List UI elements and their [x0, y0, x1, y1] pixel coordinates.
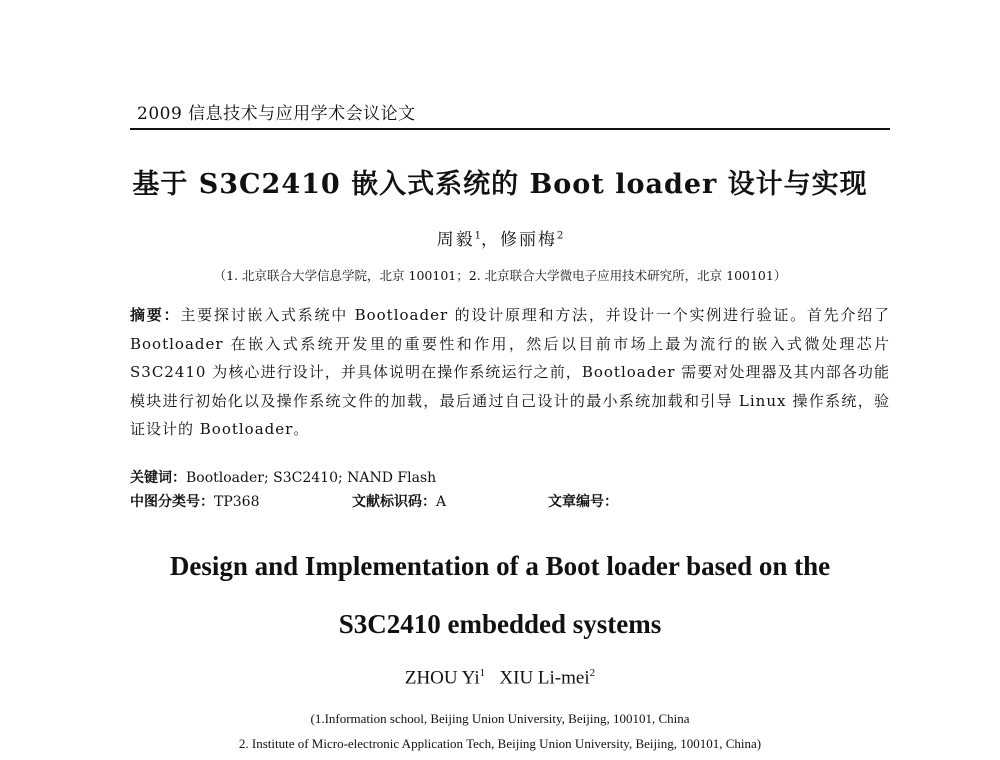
- abstract-text: 主要探讨嵌入式系统中 Bootloader 的设计原理和方法，并设计一个实例进行验证。首先介绍了 Bootloader 在嵌入式系统开发里的重要性和作用，然后以目前市场上最为流行的嵌入式微处理芯片 S3C2410 为核心进行设计，并具体说明在操作系统运行之前，Bootloader 需要对处理器及其内部各功能模块进行初始化以及操作系统文件的加载，最后通过自己设计的最小系统加载和引导 Linux 操作系统，验证设计的 Bootloader。: [130, 306, 890, 438]
- author-2-en: XIU Li-mei: [499, 667, 590, 689]
- article-number-label: 文章编号：: [548, 494, 618, 510]
- author-1-cn-sup: 1: [474, 230, 481, 242]
- author-2-en-sup: 2: [589, 667, 596, 679]
- english-affiliation-line-1: (1.Information school, Beijing Union University, Beijing, 100101, China: [310, 711, 690, 726]
- header-rule: [130, 128, 890, 130]
- author-separator: ，: [481, 230, 500, 250]
- clc-value: TP368: [214, 494, 260, 510]
- running-header: 2009 信息技术与应用学术会议论文: [137, 104, 416, 124]
- clc-label: 中图分类号：: [130, 494, 214, 510]
- author-2-cn: 修丽梅: [500, 230, 557, 250]
- chinese-affiliation: （1. 北京联合大学信息学院，北京 100101；2. 北京联合大学微电子应用技术研究所，北京 100101）: [213, 268, 787, 283]
- keywords-value: Bootloader; S3C2410; NAND Flash: [186, 470, 437, 486]
- english-affiliation-line-2: 2. Institute of Micro-electronic Application Tech, Beijing Union University, Beijing, 100101, China): [238, 736, 762, 751]
- english-authors: [0, 667, 1000, 689]
- document-code: [352, 491, 446, 511]
- chinese-abstract: [130, 301, 890, 444]
- doc-code-value: A: [436, 494, 447, 510]
- author-1-cn: 周毅: [436, 230, 475, 250]
- english-title-line-1: Design and Implementation of a Boot loader based on the: [169, 551, 831, 581]
- article-number: [548, 491, 618, 511]
- english-title-line-2: S3C2410 embedded systems: [338, 609, 662, 639]
- keywords-label: 关键词：: [130, 470, 186, 486]
- clc-number: [130, 491, 259, 511]
- chinese-authors: [0, 225, 1000, 250]
- abstract-label: 摘要：: [130, 306, 181, 324]
- chinese-title: 基于 S3C2410 嵌入式系统的 Boot loader 设计与实现: [132, 169, 868, 200]
- doc-code-label: 文献标识码：: [352, 494, 436, 510]
- author-1-en-sup: 1: [479, 667, 486, 679]
- author-1-en: ZHOU Yi: [404, 667, 480, 689]
- author-2-cn-sup: 2: [557, 230, 564, 242]
- keywords-line: [130, 467, 436, 487]
